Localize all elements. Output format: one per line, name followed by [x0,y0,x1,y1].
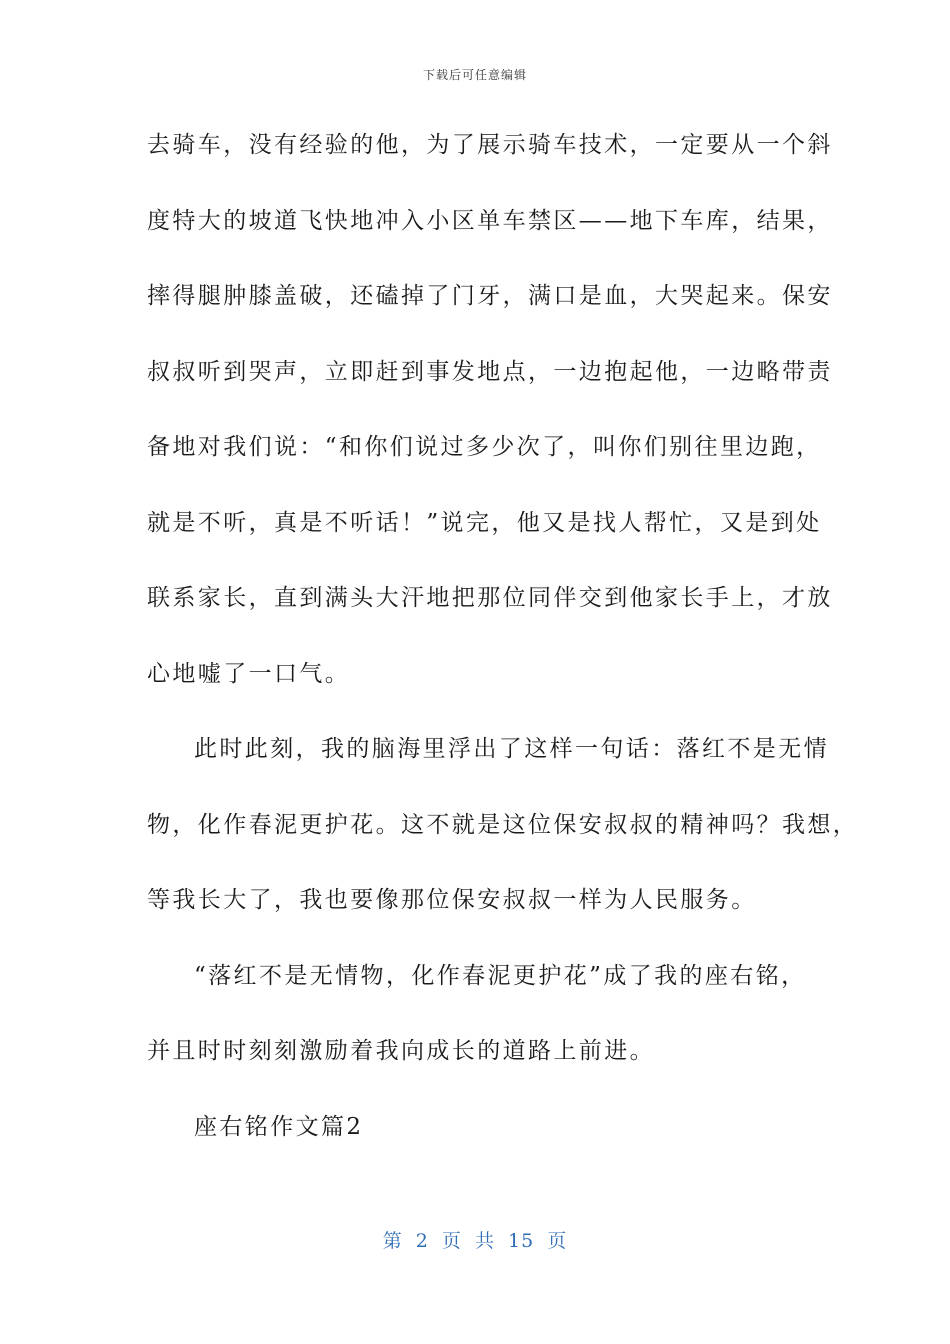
text-line: 就是不听，真是不听话！”说完，他又是找人帮忙，又是到处 [147,509,822,536]
section-heading: 座右铭作文篇2 [194,1113,364,1140]
text-line: 联系家长，直到满头大汗地把那位同伴交到他家长手上，才放 [147,585,833,611]
text-line: 并且时时刻刻激励着我向成长的道路上前进。 [147,1038,655,1064]
paragraph-start-line: “落红不是无情物，化作春泥更护花”成了我的座右铭， [194,962,807,989]
text-line: 备地对我们说：“和你们说过多少次了，叫你们别往里边跑， [147,434,822,460]
page-header: 下载后可任意编辑 [422,68,527,82]
text-line: 去骑车，没有经验的他，为了展示骑车技术，一定要从一个斜 [147,132,833,158]
text-line: 摔得腿肿膝盖破，还磕掉了门牙，满口是血，大哭起来。保安 [147,283,833,309]
document-body [147,122,859,1179]
paragraph-start-line: 此时此刻，我的脑海里浮出了这样一句话：落红不是无情 [194,736,829,762]
text-line: 等我长大了，我也要像那位保安叔叔一样为人民服务。 [147,887,757,913]
text-line: 心地嘘了一口气。 [147,660,351,687]
text-line: 度特大的坡道飞快地冲入小区单车禁区——地下车库，结果， [147,207,833,234]
text-line: 叔叔听到哭声，立即赶到事发地点，一边抱起他，一边略带责 [147,358,833,385]
text-line: 物，化作春泥更护花。这不就是这位保安叔叔的精神吗？我想， [147,811,859,838]
page-number-footer: 第 2 页 共 15 页 [382,1230,568,1252]
